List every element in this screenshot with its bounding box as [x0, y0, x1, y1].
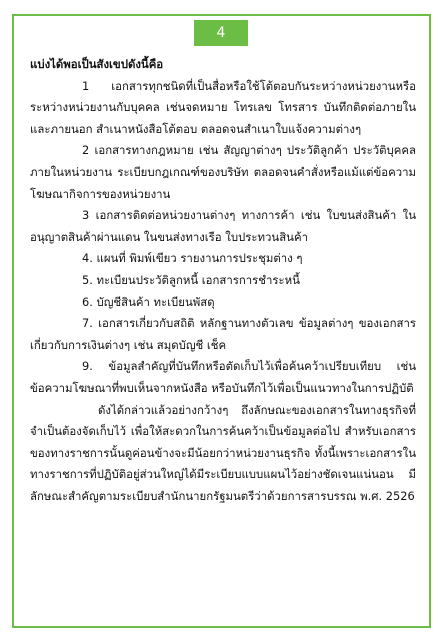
document-body — [30, 54, 416, 507]
list-item-4: 4. แผนที่ พิมพ์เขียว รายงานการประชุมต่าง ๆ — [82, 251, 303, 266]
list-item-7: 7. เอกสารเกี่ยวกับสถิติ หลักฐานทางตัวเลข ข้อมูลต่างๆ ของเอกสารเกี่ยวกับการเงินต่างๆ เช่น สมุดบัญชี เช็ค — [30, 316, 416, 352]
section-heading: แบ่งได้พอเป็นสังเขปดังนี้คือ — [30, 57, 164, 71]
closing-paragraph: ดังได้กล่าวแล้วอย่างกว้างๆ ถึงลักษณะของเอกสารในทางธุรกิจที่จำเป็นต้องจัดเก็บไว้ เพื่อให้สะดวกในการค้นคว้าเป็นข้อมูลต่อไป สำหรับเอกสารของทางราชการนั้นดูค่อนข้างจะมีน้อยกว่าหน่วยงานธุรกิจ ทั้งนี้เพราะเอกสารในทางราชการที่ปฏิบัติอยู่ส่วนใหญ่ได้มีระเบียบแบบแผนไว้อย่างชัดเจนแน่นอน มีลักษณะสำคัญตามระเบียบสำนักนายกรัฐมนตรีว่าด้วยการสารบรรณ พ.ศ. 2526 — [30, 402, 416, 503]
list-item-9: 9. ข้อมูลสำคัญที่บันทึกหรือตัดเก็บไว้เพื่อค้นคว้าเปรียบเทียบ เช่น ข้อความโฆษณาที่พบเห็นจากหนังสือ หรือบันทึกไว้เพื่อเป็นแนวทางในการปฏิบัติ — [30, 359, 416, 395]
page-number: 4 — [194, 20, 248, 46]
list-item-2: 2 เอกสารทางกฎหมาย เช่น สัญญาต่างๆ ประวัติลูกค้า ประวัติบุคคลภายในหน่วยงาน ระเบียบกฎเกณฑ์ของบริษัท ตลอดจนคำสั่งหรือแม้แต่ข้อความโฆษณากิจการของหน่วยงาน — [30, 143, 416, 201]
list-item-5: 5. ทะเบียนประวัติลูกหนี้ เอกสารการชำระหนี้ — [82, 272, 300, 287]
list-item-1: 1 เอกสารทุกชนิดที่เป็นสื่อหรือใช้โต้ตอบกันระหว่างหน่วยงานหรือระหว่างหน่วยงานกับบุคคล เช่นจดหมาย โทรเลข โทรสาร บันทึกติดต่อภายในและภายนอก สำเนาหนังสือโต้ตอบ ตลอดจนสำเนาใบแจ้งความต่างๆ — [30, 78, 416, 136]
list-item-3: 3 เอกสารติดต่อหน่วยงานต่างๆ ทางการค้า เช่น ใบขนส่งสินค้า ในอนุญาตสินค้าผ่านแดน ในขนส่งทางเรือ ใบประทวนสินค้า — [30, 208, 416, 244]
list-item-6: 6. บัญชีสินค้า ทะเบียนพัสดุ — [82, 294, 215, 309]
